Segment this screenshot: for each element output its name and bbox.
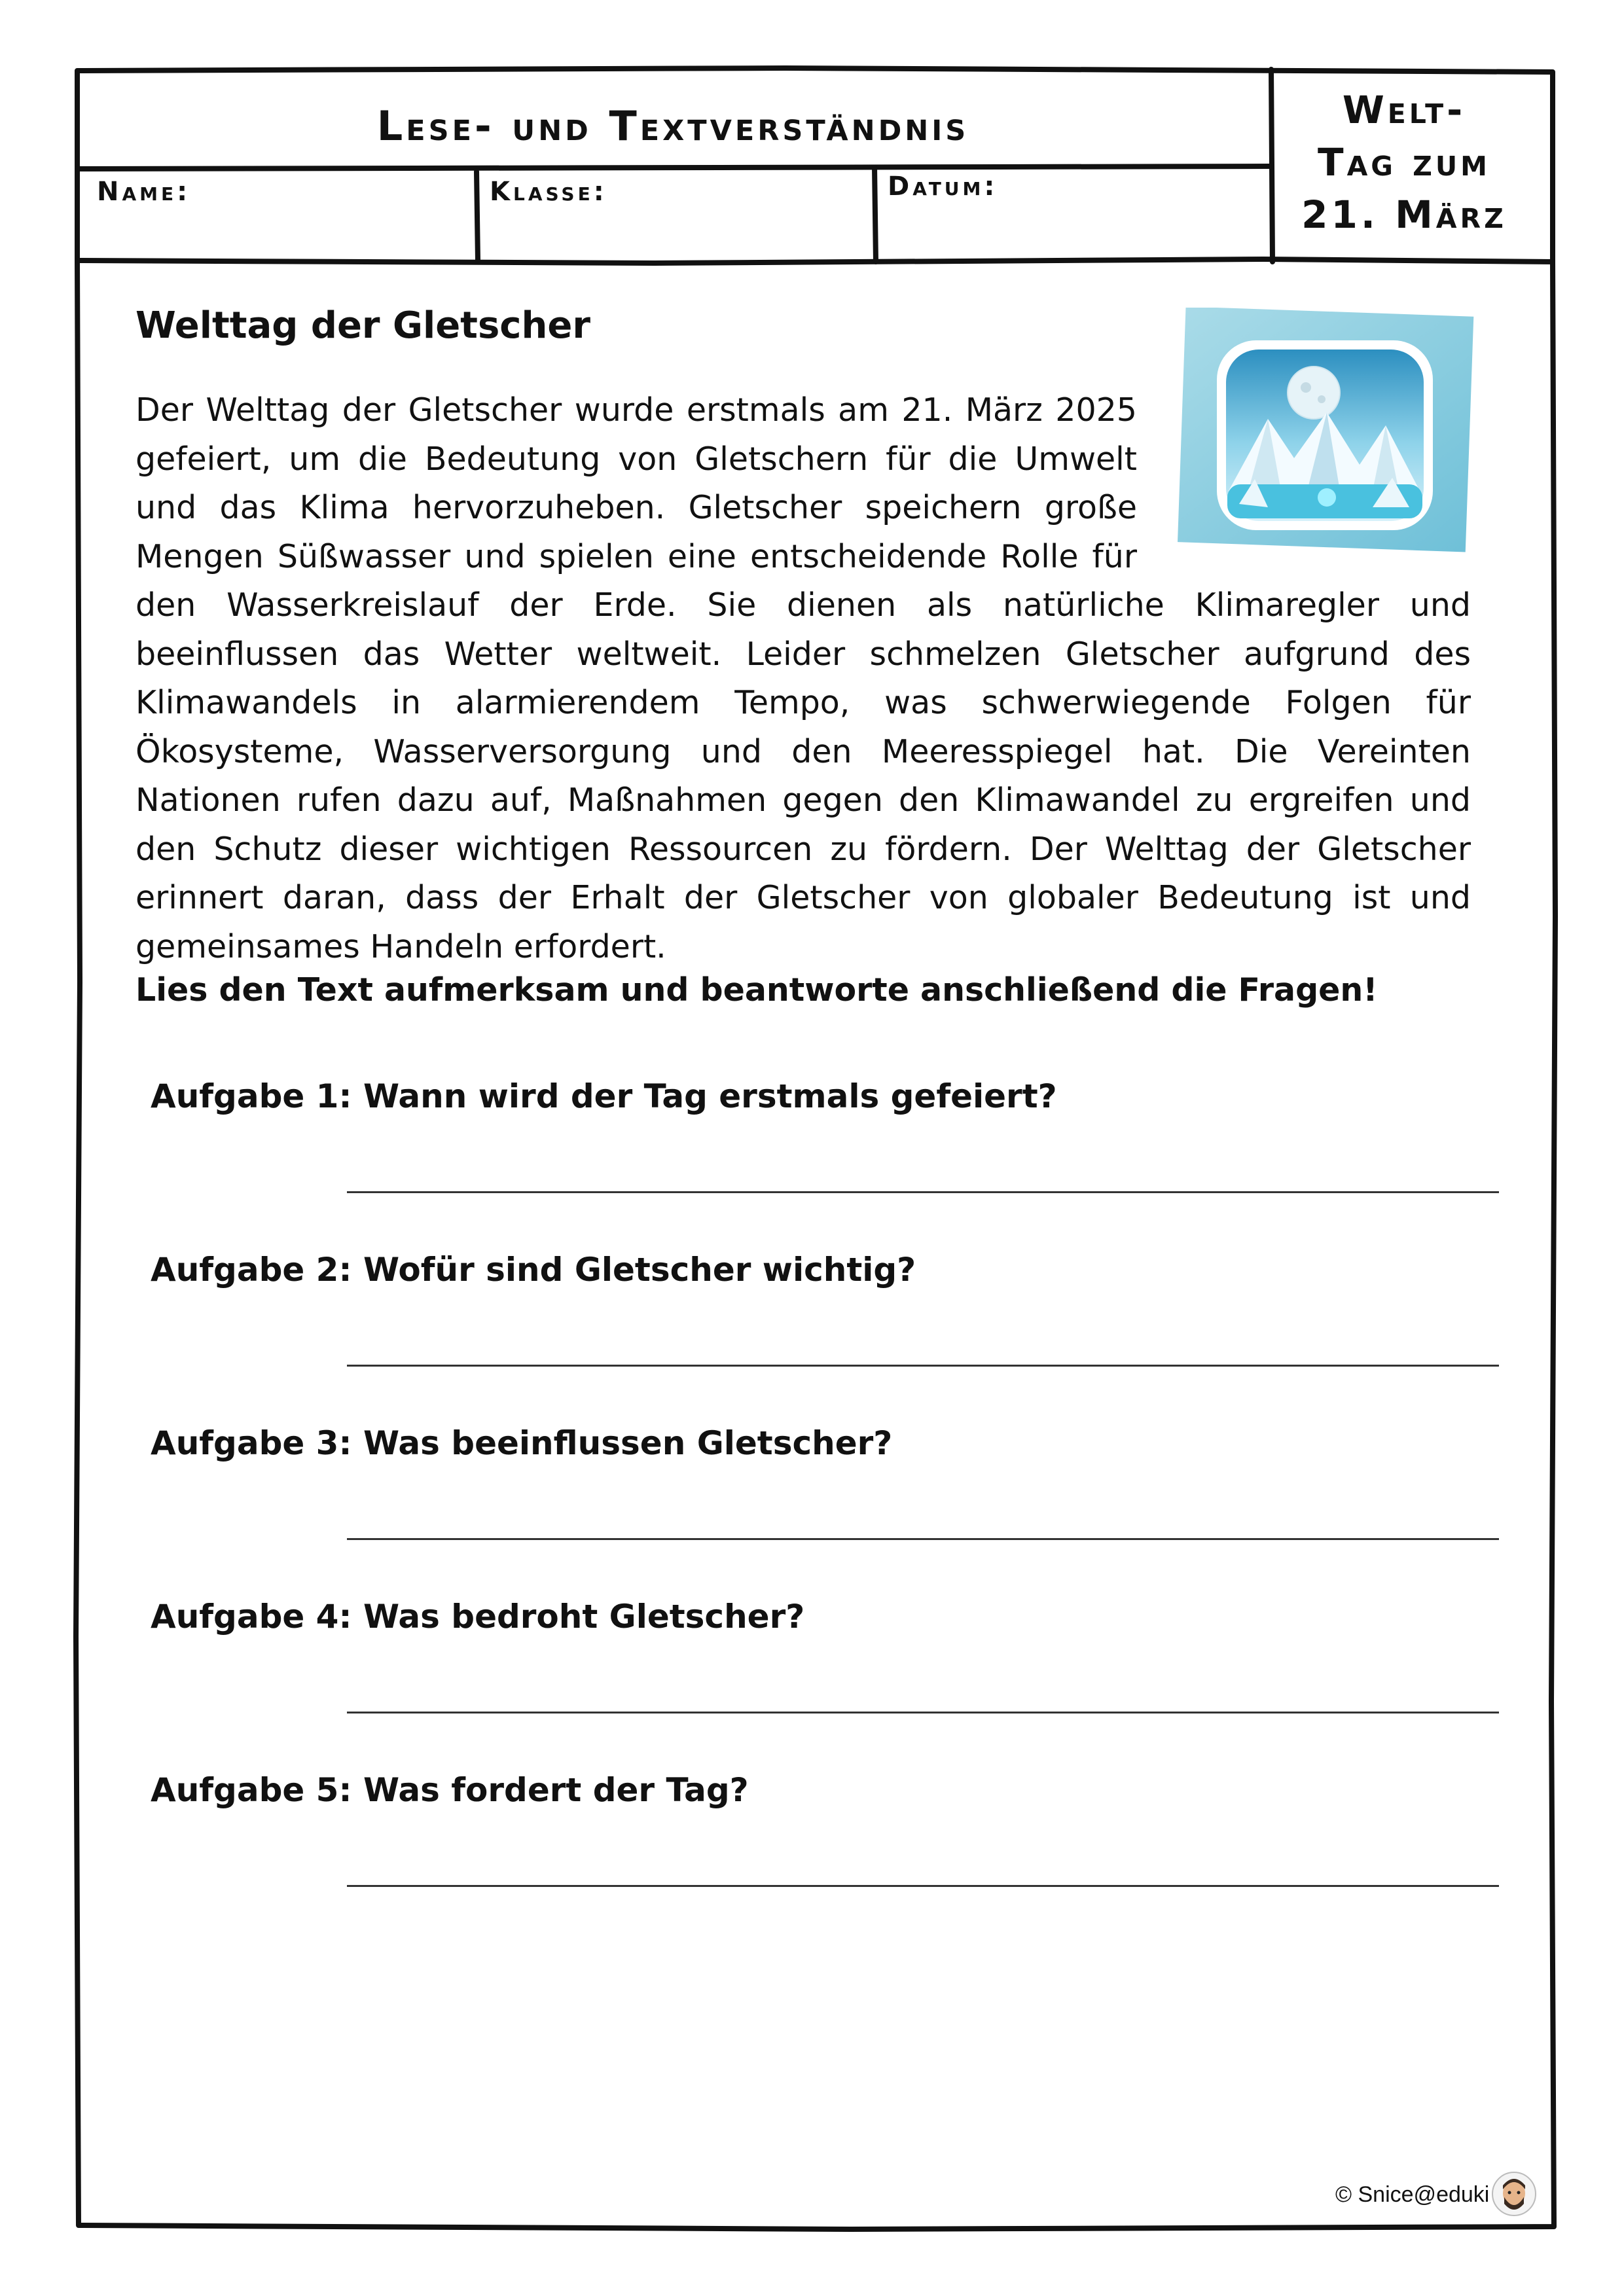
answer-line[interactable] (347, 1712, 1499, 1713)
task-label: Aufgabe 2: (151, 1251, 352, 1289)
glacier-illustration (1176, 308, 1477, 556)
task-question: Was beeinflussen Gletscher? (363, 1424, 893, 1462)
answer-line[interactable] (347, 1885, 1499, 1887)
day-badge-line: Tag zum (1318, 140, 1490, 185)
task-question: Wann wird der Tag erstmals gefeiert? (363, 1077, 1057, 1115)
article-body (135, 386, 1471, 971)
task-label: Aufgabe 3: (151, 1424, 352, 1462)
task-question: Was bedroht Gletscher? (363, 1598, 805, 1636)
instruction-text: Lies den Text aufmerksam und beantworte anschließend die Fragen! (135, 971, 1378, 1009)
answer-line[interactable] (347, 1538, 1499, 1540)
copyright-notice: © Snice@eduki (1335, 2182, 1490, 2207)
datum-field-label: Datum: (888, 171, 998, 202)
task-question: Was fordert der Tag? (363, 1771, 749, 1809)
day-badge (1276, 84, 1532, 241)
answer-line[interactable] (347, 1191, 1499, 1193)
name-field-label: Name: (97, 177, 191, 207)
answer-line[interactable] (347, 1365, 1499, 1367)
author-avatar-icon (1491, 2170, 1537, 2218)
task-label: Aufgabe 4: (151, 1598, 352, 1636)
klasse-field-label: Klasse: (490, 177, 607, 207)
day-badge-line: 21. März (1301, 192, 1507, 237)
article-text: Der Welttag der Gletscher wurde erstmals am 21. März 2025 gefeiert, um die Bedeutung von Gletschern für die Umwelt und das Klima hervorzuheben. Gletscher speichern große Mengen Süßwasser und spielen eine entscheidende Rolle für den Wasserkreislauf der Erde. Sie dienen als natürliche Klimaregler und beeinflussen das Wetter weltweit. Leider schmelzen Gletscher aufgrund des Klimawandels in alarmierendem Tempo, was schwerwiegende Folgen für Ökosysteme, Wasserversorgung und den Meeresspiegel hat. Die Vereinten Nationen rufen dazu auf, Maßnahmen gegen den Klimawandel zu ergreifen und den Schutz dieser wichtigen Ressourcen zu fördern. Der Welttag der Gletscher erinnert daran, dass der Erhalt der Gletscher von globaler Bedeutung ist und gemeinsames Handeln erfordert. (135, 391, 1471, 965)
worksheet-title: Lese- und Textverständnis (376, 102, 969, 150)
task-question: Wofür sind Gletscher wichtig? (363, 1251, 916, 1289)
day-badge-line: Welt- (1342, 88, 1466, 132)
article-title: Welttag der Gletscher (135, 304, 590, 347)
task-label: Aufgabe 5: (151, 1771, 352, 1809)
task-label: Aufgabe 1: (151, 1077, 352, 1115)
